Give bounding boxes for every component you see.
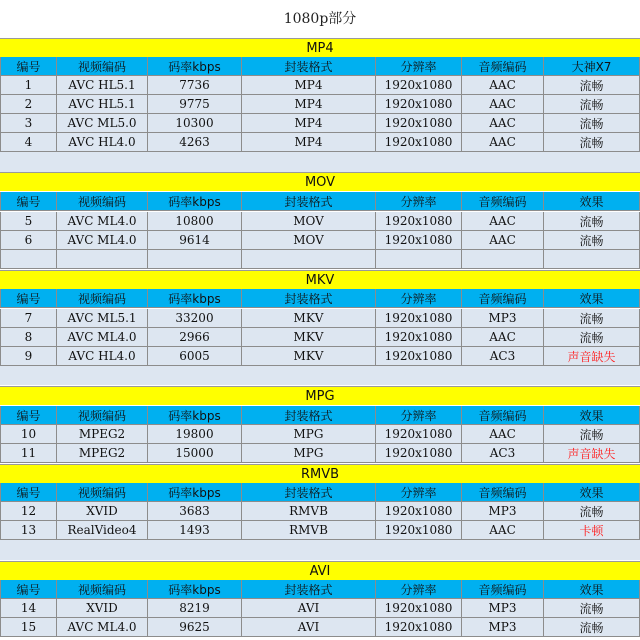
rmvb-header-row	[0, 483, 640, 502]
table-cell: 7736	[148, 76, 242, 95]
table-cell: 2	[0, 95, 57, 114]
table-cell: RealVideo4	[57, 521, 148, 540]
table-cell: 10800	[148, 212, 242, 231]
table-row	[0, 502, 640, 521]
column-header: 封装格式	[242, 192, 376, 211]
table-cell: 19800	[148, 425, 242, 444]
column-header: 码率kbps	[148, 57, 242, 76]
table-row	[0, 425, 640, 444]
table-cell: MP4	[242, 133, 376, 152]
table-cell: 9614	[148, 231, 242, 250]
column-header: 视频编码	[57, 289, 148, 308]
table-cell: MKV	[242, 347, 376, 366]
table-cell: 13	[0, 521, 57, 540]
table-cell: AAC	[462, 425, 544, 444]
column-header: 视频编码	[57, 406, 148, 425]
column-header: 音频编码	[462, 580, 544, 599]
empty-cell	[462, 250, 544, 269]
empty-cell	[242, 250, 376, 269]
table-cell: MPG	[242, 444, 376, 463]
table-cell: 1493	[148, 521, 242, 540]
table-cell: AVC ML5.1	[57, 309, 148, 328]
table-cell: 1920x1080	[376, 521, 462, 540]
table-cell: 15	[0, 618, 57, 637]
table-cell: 6005	[148, 347, 242, 366]
column-header: 分辨率	[376, 483, 462, 502]
table-cell: RMVB	[242, 521, 376, 540]
table-cell: MP4	[242, 76, 376, 95]
table-cell: 1920x1080	[376, 347, 462, 366]
table-cell: 1	[0, 76, 57, 95]
empty-row	[0, 250, 640, 269]
table-cell: MP3	[462, 309, 544, 328]
mov-header-row	[0, 192, 640, 211]
table-cell: 10300	[148, 114, 242, 133]
table-cell: MP4	[242, 114, 376, 133]
table-cell: AVC HL4.0	[57, 347, 148, 366]
table-cell: MP3	[462, 618, 544, 637]
table-cell: 9625	[148, 618, 242, 637]
column-header: 视频编码	[57, 192, 148, 211]
result-cell: 流畅	[544, 618, 640, 637]
table-cell: AVC ML4.0	[57, 328, 148, 347]
column-header: 编号	[0, 580, 57, 599]
result-cell: 流畅	[544, 76, 640, 95]
column-header: 音频编码	[462, 289, 544, 308]
table-row	[0, 309, 640, 328]
table-cell: 15000	[148, 444, 242, 463]
column-header: 封装格式	[242, 406, 376, 425]
table-cell: 33200	[148, 309, 242, 328]
table-cell: AVC HL5.1	[57, 95, 148, 114]
table-cell: MPEG2	[57, 425, 148, 444]
table-cell: 4	[0, 133, 57, 152]
table-cell: AAC	[462, 521, 544, 540]
column-header: 编号	[0, 57, 57, 76]
column-header: 编号	[0, 406, 57, 425]
table-cell: AVC HL5.1	[57, 76, 148, 95]
column-header: 封装格式	[242, 483, 376, 502]
column-header: 分辨率	[376, 289, 462, 308]
table-cell: 9775	[148, 95, 242, 114]
table-row	[0, 347, 640, 366]
column-header: 音频编码	[462, 192, 544, 211]
table-row	[0, 328, 640, 347]
table-cell: 2966	[148, 328, 242, 347]
section-gap	[0, 540, 640, 560]
column-header: 封装格式	[242, 289, 376, 308]
mpg-header-row	[0, 406, 640, 425]
table-cell: 1920x1080	[376, 502, 462, 521]
mov-section-banner: MOV	[0, 172, 640, 191]
empty-cell	[0, 250, 57, 269]
table-row	[0, 599, 640, 618]
column-header: 编号	[0, 289, 57, 308]
table-cell: 1920x1080	[376, 618, 462, 637]
result-cell: 声音缺失	[544, 347, 640, 366]
table-cell: 10	[0, 425, 57, 444]
table-cell: XVID	[57, 502, 148, 521]
column-header: 码率kbps	[148, 406, 242, 425]
empty-cell	[57, 250, 148, 269]
table-cell: 3683	[148, 502, 242, 521]
table-cell: AC3	[462, 444, 544, 463]
result-cell: 流畅	[544, 425, 640, 444]
rmvb-section-banner: RMVB	[0, 464, 640, 483]
column-header: 分辨率	[376, 580, 462, 599]
column-header: 编号	[0, 192, 57, 211]
mkv-header-row	[0, 289, 640, 308]
table-cell: MP4	[242, 95, 376, 114]
mkv-section-banner: MKV	[0, 270, 640, 289]
table-cell: AVC HL4.0	[57, 133, 148, 152]
table-cell: XVID	[57, 599, 148, 618]
table-cell: AVC ML4.0	[57, 212, 148, 231]
table-cell: 5	[0, 212, 57, 231]
table-cell: 11	[0, 444, 57, 463]
table-cell: AVI	[242, 599, 376, 618]
result-cell: 卡顿	[544, 521, 640, 540]
table-cell: AAC	[462, 95, 544, 114]
column-header: 封装格式	[242, 580, 376, 599]
table-cell: AAC	[462, 76, 544, 95]
column-header: 码率kbps	[148, 192, 242, 211]
result-cell: 流畅	[544, 231, 640, 250]
column-header: 效果	[544, 406, 640, 425]
table-cell: 9	[0, 347, 57, 366]
table-row	[0, 231, 640, 250]
result-cell: 流畅	[544, 502, 640, 521]
table-cell: AAC	[462, 114, 544, 133]
mpg-section-banner: MPG	[0, 386, 640, 405]
table-cell: 14	[0, 599, 57, 618]
table-cell: MPG	[242, 425, 376, 444]
table-cell: MOV	[242, 212, 376, 231]
column-header: 视频编码	[57, 483, 148, 502]
table-cell: MKV	[242, 309, 376, 328]
table-cell: 1920x1080	[376, 309, 462, 328]
table-cell: 8219	[148, 599, 242, 618]
table-cell: MP3	[462, 502, 544, 521]
column-header: 码率kbps	[148, 580, 242, 599]
result-cell: 流畅	[544, 95, 640, 114]
table-cell: 7	[0, 309, 57, 328]
avi-section-banner: AVI	[0, 561, 640, 580]
page-title: 1080p部分	[0, 0, 640, 38]
mp4-section-banner: MP4	[0, 38, 640, 57]
column-header: 音频编码	[462, 406, 544, 425]
mp4-header-row	[0, 57, 640, 76]
table-cell: 8	[0, 328, 57, 347]
column-header: 视频编码	[57, 580, 148, 599]
column-header: 效果	[544, 289, 640, 308]
table-row	[0, 114, 640, 133]
column-header: 码率kbps	[148, 289, 242, 308]
table-cell: 12	[0, 502, 57, 521]
table-cell: AVC ML4.0	[57, 618, 148, 637]
column-header: 效果	[544, 580, 640, 599]
table-cell: 1920x1080	[376, 328, 462, 347]
column-header: 封装格式	[242, 57, 376, 76]
table-cell: 1920x1080	[376, 231, 462, 250]
section-gap	[0, 152, 640, 172]
column-header: 码率kbps	[148, 483, 242, 502]
table-cell: AVI	[242, 618, 376, 637]
result-cell: 流畅	[544, 212, 640, 231]
table-cell: MP3	[462, 599, 544, 618]
table-cell: MOV	[242, 231, 376, 250]
table-cell: 1920x1080	[376, 444, 462, 463]
column-header: 效果	[544, 192, 640, 211]
column-header: 大神X7	[544, 57, 640, 76]
section-gap	[0, 366, 640, 385]
column-header: 视频编码	[57, 57, 148, 76]
empty-cell	[148, 250, 242, 269]
column-header: 音频编码	[462, 483, 544, 502]
result-cell: 流畅	[544, 599, 640, 618]
column-header: 分辨率	[376, 57, 462, 76]
table-row	[0, 76, 640, 95]
result-cell: 流畅	[544, 114, 640, 133]
table-cell: AAC	[462, 212, 544, 231]
table-cell: 1920x1080	[376, 95, 462, 114]
table-cell: RMVB	[242, 502, 376, 521]
table-cell: 1920x1080	[376, 212, 462, 231]
table-cell: AVC ML4.0	[57, 231, 148, 250]
table-cell: MPEG2	[57, 444, 148, 463]
table-row	[0, 95, 640, 114]
table-row	[0, 618, 640, 637]
column-header: 分辨率	[376, 192, 462, 211]
avi-header-row	[0, 580, 640, 599]
table-row	[0, 133, 640, 152]
table-cell: AAC	[462, 231, 544, 250]
result-cell: 声音缺失	[544, 444, 640, 463]
table-row	[0, 521, 640, 540]
result-cell: 流畅	[544, 328, 640, 347]
table-cell: AVC ML5.0	[57, 114, 148, 133]
table-cell: 4263	[148, 133, 242, 152]
result-cell: 流畅	[544, 309, 640, 328]
result-cell: 流畅	[544, 133, 640, 152]
table-cell: 1920x1080	[376, 133, 462, 152]
table-cell: AAC	[462, 133, 544, 152]
table-row	[0, 212, 640, 231]
table-cell: 6	[0, 231, 57, 250]
column-header: 效果	[544, 483, 640, 502]
table-cell: 1920x1080	[376, 114, 462, 133]
column-header: 分辨率	[376, 406, 462, 425]
column-header: 音频编码	[462, 57, 544, 76]
empty-cell	[544, 250, 640, 269]
table-cell: MKV	[242, 328, 376, 347]
table-cell: AC3	[462, 347, 544, 366]
table-cell: 3	[0, 114, 57, 133]
table-row	[0, 444, 640, 463]
table-cell: 1920x1080	[376, 599, 462, 618]
column-header: 编号	[0, 483, 57, 502]
table-cell: 1920x1080	[376, 425, 462, 444]
table-cell: 1920x1080	[376, 76, 462, 95]
empty-cell	[376, 250, 462, 269]
table-cell: AAC	[462, 328, 544, 347]
